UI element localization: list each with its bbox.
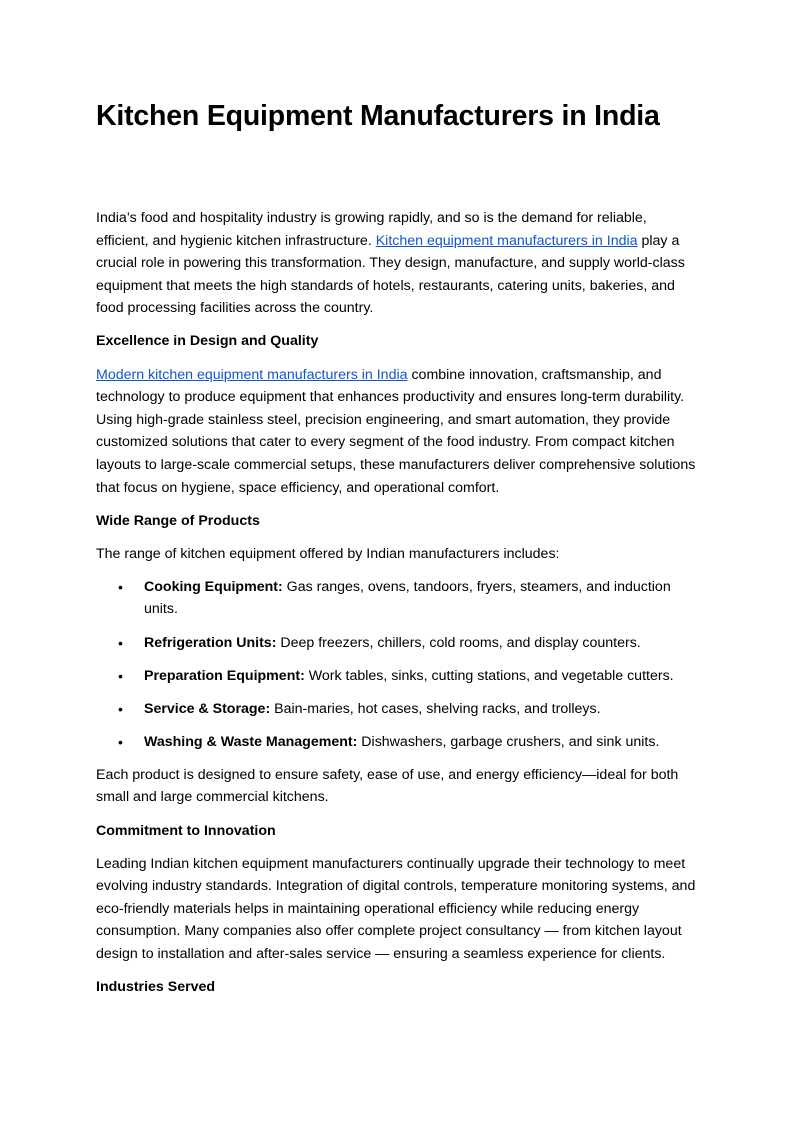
bullet-icon: • — [118, 578, 123, 595]
intro-text-after-link: play a crucial role in powering this transformation. They design, manufacture, and supply world-class equipment that meets the high standards of hotels, restaurants, catering units, bakeries, and food processing facilities across the country. — [96, 232, 685, 317]
bullet-icon: • — [118, 667, 123, 684]
innovation-heading: Commitment to Innovation — [96, 822, 276, 839]
bullet-icon: • — [118, 733, 123, 750]
page-title: Kitchen Equipment Manufacturers in India — [96, 100, 660, 132]
document-body — [96, 207, 696, 1009]
list-item-label: Refrigeration Units: — [144, 634, 277, 651]
list-item-text: Work tables, sinks, cutting stations, and vegetable cutters. — [304, 667, 674, 684]
modern-kitchen-equipment-link[interactable]: Modern kitchen equipment manufacturers in India — [96, 366, 408, 383]
list-item — [96, 665, 696, 688]
list-item-text: Dishwashers, garbage crushers, and sink units. — [357, 733, 660, 750]
list-item — [96, 731, 696, 754]
list-item-label: Washing & Waste Management: — [144, 733, 358, 750]
list-item — [96, 698, 696, 721]
list-item — [96, 576, 696, 621]
list-item-label: Preparation Equipment: — [144, 667, 305, 684]
products-closing: Each product is designed to ensure safety, ease of use, and energy efficiency—ideal for both small and large commercial kitchens. — [96, 766, 679, 806]
products-heading: Wide Range of Products — [96, 512, 260, 529]
intro-paragraph — [96, 207, 696, 320]
intro-text-before-link: India’s food and hospitality industry is growing rapidly, and so is the demand for reliable, efficient, and hygienic kitchen infrastructure. — [96, 210, 647, 249]
bullet-icon: • — [118, 634, 123, 651]
list-item-label: Service & Storage: — [144, 700, 271, 717]
products-list — [96, 576, 696, 754]
excellence-text: combine innovation, craftsmanship, and technology to produce equipment that enhances productivity and ensures long-term durability. Using high-grade stainless steel, precision engineering, and smart automation, they provide customized solutions that cater to every segment of the food industry. From compact kitchen layouts to large-scale commercial setups, these manufacturers deliver comprehensive solutions that focus on hygiene, space efficiency, and operational comfort. — [96, 366, 696, 496]
list-item-text: Deep freezers, chillers, cold rooms, and display counters. — [276, 634, 641, 651]
kitchen-equipment-manufacturers-link[interactable]: Kitchen equipment manufacturers in India — [375, 232, 638, 249]
list-item — [96, 632, 696, 655]
products-lead: The range of kitchen equipment offered by Indian manufacturers includes: — [96, 545, 560, 562]
excellence-paragraph — [96, 364, 696, 500]
list-item-text: Gas ranges, ovens, tandoors, fryers, steamers, and induction units. — [144, 578, 671, 618]
innovation-paragraph: Leading Indian kitchen equipment manufacturers continually upgrade their technology to meet evolving industry standards. Integration of digital controls, temperature monitoring systems, and eco-friendly materials helps in maintaining operational efficiency while reducing energy consumption. Many companies also offer complete project consultancy — from kitchen layout design to installation and after-sales service — ensuring a seamless experience for clients. — [96, 855, 696, 963]
excellence-heading: Excellence in Design and Quality — [96, 333, 319, 350]
industries-heading: Industries Served — [96, 979, 216, 996]
list-item-text: Bain-maries, hot cases, shelving racks, and trolleys. — [270, 700, 601, 717]
list-item-label: Cooking Equipment: — [144, 578, 283, 595]
bullet-icon: • — [118, 700, 123, 717]
